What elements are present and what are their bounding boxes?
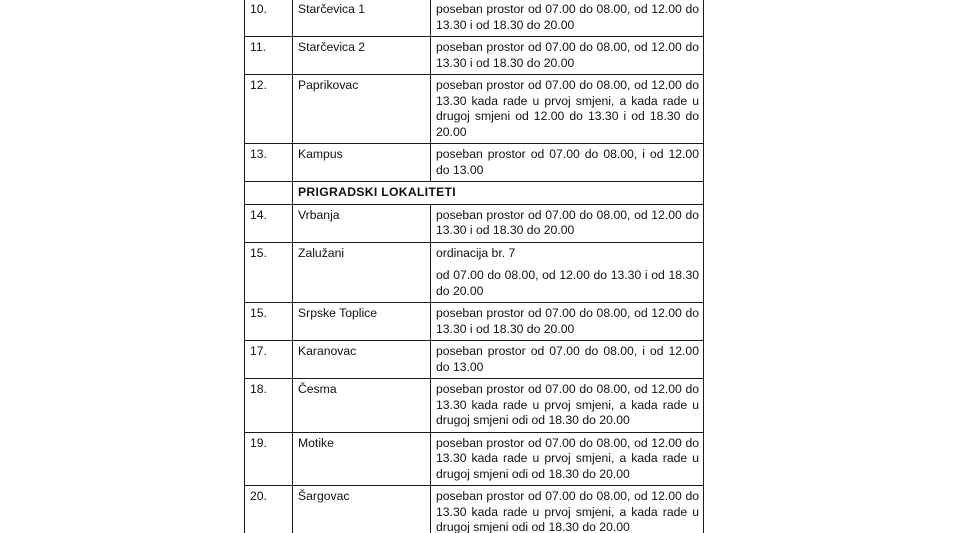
row-number: 11. bbox=[245, 37, 293, 75]
table-row bbox=[245, 379, 704, 433]
row-number: 18. bbox=[245, 379, 293, 433]
row-number: 14. bbox=[245, 204, 293, 242]
row-number: 15. bbox=[245, 242, 293, 303]
empty-cell bbox=[245, 182, 293, 205]
description-text: poseban prostor od 07.00 do 08.00, od 12.00 do 13.30 kada rade u prvoj smjeni, a kada rade u drugoj smjeni od 12.00 do 13.30 i od 18.30 do 20.00 bbox=[436, 78, 699, 139]
schedule-description bbox=[431, 75, 704, 144]
schedule-description bbox=[431, 204, 704, 242]
row-number: 12. bbox=[245, 75, 293, 144]
table-row bbox=[245, 37, 704, 75]
description-text: poseban prostor od 07.00 do 08.00, od 12.00 do 13.30 kada rade u prvoj smjeni, a kada rade u drugoj smjeni odi od 18.30 do 20.00 bbox=[436, 489, 699, 533]
table-row bbox=[245, 204, 704, 242]
schedule-description bbox=[431, 144, 704, 182]
row-number: 15. bbox=[245, 303, 293, 341]
schedule-description bbox=[431, 379, 704, 433]
section-title: PRIGRADSKI LOKALITETI bbox=[293, 182, 704, 205]
description-text: poseban prostor od 07.00 do 08.00, od 12.00 do 13.30 i od 18.30 do 20.00 bbox=[436, 2, 699, 32]
location-name: Starčevica 1 bbox=[293, 0, 431, 37]
location-name: Česma bbox=[293, 379, 431, 433]
description-text: poseban prostor od 07.00 do 08.00, od 12.00 do 13.30 i od 18.30 do 20.00 bbox=[436, 40, 699, 70]
row-number: 20. bbox=[245, 486, 293, 533]
table-row bbox=[245, 242, 704, 303]
schedule-description bbox=[431, 0, 704, 37]
row-number: 17. bbox=[245, 341, 293, 379]
table-row bbox=[245, 75, 704, 144]
row-number: 10. bbox=[245, 0, 293, 37]
table-row bbox=[245, 303, 704, 341]
description-text: ordinacija br. 7 bbox=[436, 245, 516, 260]
schedule-description bbox=[431, 37, 704, 75]
location-name: Srpske Toplice bbox=[293, 303, 431, 341]
location-name: Kampus bbox=[293, 144, 431, 182]
section-header-row bbox=[245, 182, 704, 205]
schedule-description bbox=[431, 303, 704, 341]
description-text: poseban prostor od 07.00 do 08.00, i od 12.00 do 13.00 bbox=[436, 344, 699, 374]
description-text: poseban prostor od 07.00 do 08.00, od 12.00 do 13.30 i od 18.30 do 20.00 bbox=[436, 207, 699, 237]
schedule-table-body bbox=[245, 0, 704, 533]
schedule-description bbox=[431, 242, 704, 303]
description-text: poseban prostor od 07.00 do 08.00, od 12.00 do 13.30 kada rade u prvoj smjeni, a kada rade u drugoj smjeni odi od 18.30 do 20.00 bbox=[436, 382, 699, 427]
row-number: 19. bbox=[245, 432, 293, 486]
schedule-description bbox=[431, 341, 704, 379]
schedule-table bbox=[244, 0, 704, 533]
table-row bbox=[245, 144, 704, 182]
location-name: Paprikovac bbox=[293, 75, 431, 144]
schedule-description bbox=[431, 432, 704, 486]
table-row bbox=[245, 0, 704, 37]
schedule-description bbox=[431, 486, 704, 533]
row-number: 13. bbox=[245, 144, 293, 182]
location-name: Karanovac bbox=[293, 341, 431, 379]
location-name: Zalužani bbox=[293, 242, 431, 303]
table-row bbox=[245, 432, 704, 486]
description-text: poseban prostor od 07.00 do 08.00, i od 12.00 do 13.00 bbox=[436, 147, 699, 177]
description-text: poseban prostor od 07.00 do 08.00, od 12.00 do 13.30 i od 18.30 do 20.00 bbox=[436, 306, 699, 336]
table-row bbox=[245, 486, 704, 533]
location-name: Šargovac bbox=[293, 486, 431, 533]
description-text: poseban prostor od 07.00 do 08.00, od 12.00 do 13.30 kada rade u prvoj smjeni, a kada rade u drugoj smjeni odi od 18.30 do 20.00 bbox=[436, 435, 699, 481]
table-row bbox=[245, 341, 704, 379]
location-name: Vrbanja bbox=[293, 204, 431, 242]
location-name: Starčevica 2 bbox=[293, 37, 431, 75]
description-text: od 07.00 do 08.00, od 12.00 do 13.30 i od 18.30 do 20.00 bbox=[436, 268, 699, 298]
location-name: Motike bbox=[293, 432, 431, 486]
